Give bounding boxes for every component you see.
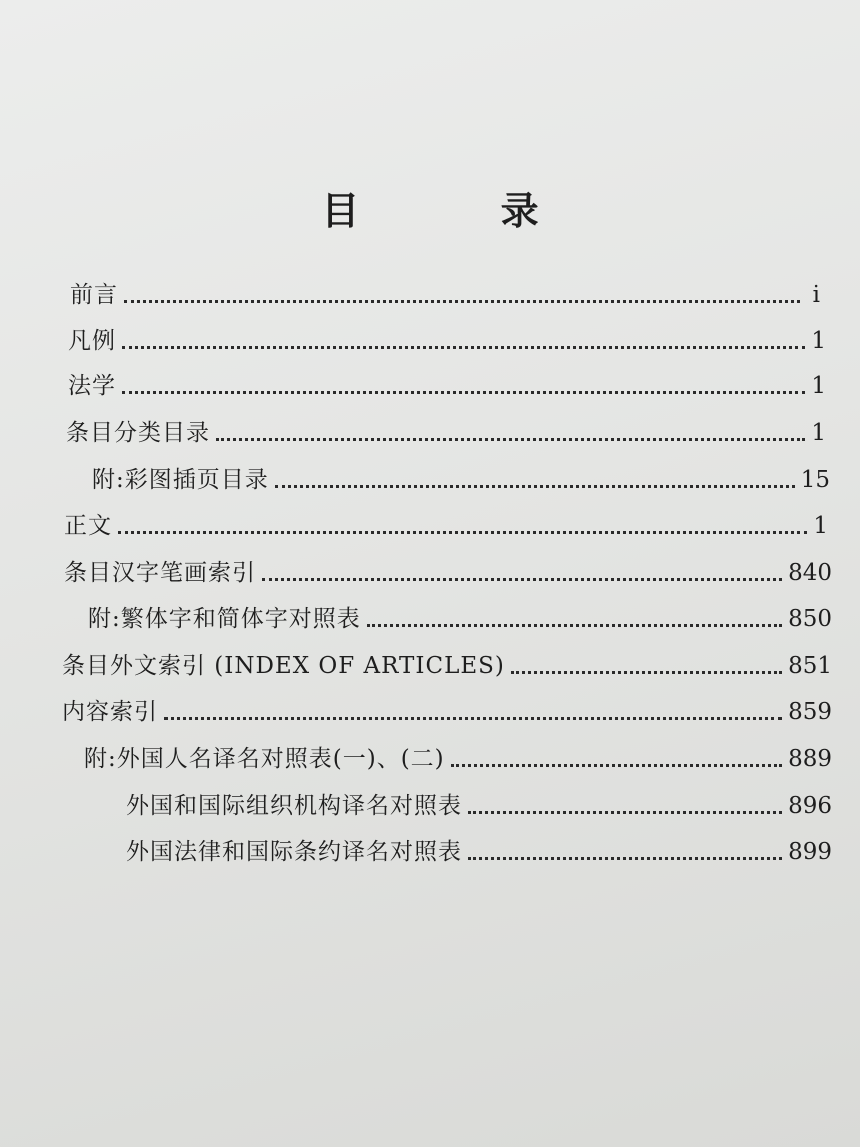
toc-entry-label: 法学 xyxy=(68,373,116,399)
toc-leader-dots xyxy=(118,531,807,534)
toc-entry-page: 851 xyxy=(788,653,832,679)
toc-entry-jurisprudence xyxy=(68,369,826,403)
toc-entry-preface xyxy=(70,278,820,312)
toc-entry-classified-index xyxy=(66,416,826,450)
toc-entry-page: 15 xyxy=(800,467,830,493)
toc-leader-dots xyxy=(367,624,782,627)
toc-entry-foreign-names xyxy=(84,742,832,776)
toc-entry-page: 1 xyxy=(811,373,826,399)
toc-entry-label: 正文 xyxy=(64,513,112,539)
toc-entry-page: 899 xyxy=(788,839,832,865)
toc-leader-dots xyxy=(511,671,782,674)
toc-entry-label: 附:外国人名译名对照表(一)、(二) xyxy=(84,746,445,772)
toc-leader-dots xyxy=(262,578,782,581)
toc-leader-dots xyxy=(164,717,782,720)
toc-entry-foreign-laws-treaties xyxy=(126,835,832,869)
page-title: 目 录 xyxy=(321,189,603,233)
toc-entry-page: 859 xyxy=(788,699,832,725)
toc-leader-dots xyxy=(216,438,805,441)
toc-leader-dots xyxy=(122,391,805,394)
toc-entry-label: 条目外文索引 (INDEX OF ARTICLES) xyxy=(62,653,505,679)
toc-entry-label: 条目汉字笔画索引 xyxy=(64,560,256,586)
toc-leader-dots xyxy=(275,485,795,488)
toc-leader-dots xyxy=(451,764,782,767)
toc-entry-label: 附:繁体字和简体字对照表 xyxy=(88,606,361,632)
toc-entry-label: 内容索引 xyxy=(62,699,158,725)
toc-leader-dots xyxy=(468,857,782,860)
toc-entry-label: 外国和国际组织机构译名对照表 xyxy=(126,793,462,819)
toc-entry-label: 附:彩图插页目录 xyxy=(92,467,269,493)
toc-entry-foreign-organizations xyxy=(126,789,832,823)
toc-entry-page: 896 xyxy=(788,793,832,819)
toc-entry-conventions xyxy=(68,324,826,358)
toc-entry-traditional-simplified xyxy=(88,602,832,636)
toc-entry-label: 凡例 xyxy=(68,328,116,354)
toc-entry-page: 1 xyxy=(813,513,828,539)
toc-entry-main-text xyxy=(64,509,828,543)
toc-entry-page: 850 xyxy=(788,606,832,632)
toc-entry-stroke-index xyxy=(64,556,832,590)
toc-entry-foreign-index xyxy=(62,649,832,683)
toc-entry-label: 外国法律和国际条约译名对照表 xyxy=(126,839,462,865)
toc-leader-dots xyxy=(468,811,782,814)
toc-entry-page: 840 xyxy=(788,560,832,586)
toc-entry-label: 条目分类目录 xyxy=(66,420,210,446)
toc-entry-page: 889 xyxy=(788,746,832,772)
toc-leader-dots xyxy=(122,346,805,349)
toc-entry-color-plates xyxy=(92,463,830,497)
toc-entry-content-index xyxy=(62,695,832,729)
toc-entry-label: 前言 xyxy=(70,282,118,308)
toc-entry-page: 1 xyxy=(811,420,826,446)
toc-entry-page: i xyxy=(812,282,820,308)
toc-leader-dots xyxy=(124,300,800,303)
toc-entry-page: 1 xyxy=(811,328,826,354)
